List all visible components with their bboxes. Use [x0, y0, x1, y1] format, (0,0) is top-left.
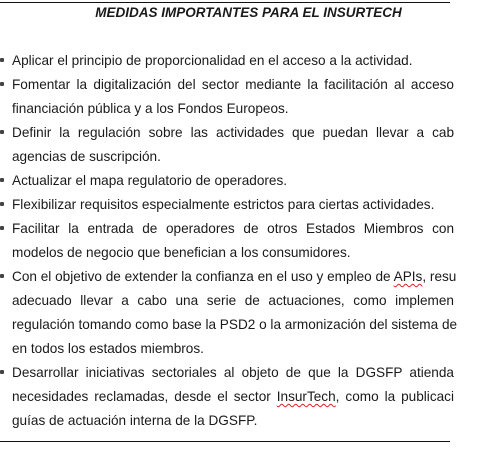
- list-item-text: Aplicar el principio de proporcionalidad en el acceso a la actividad.: [12, 53, 413, 68]
- list-item-text: Desarrollar iniciativas sectoriales al objeto de que la DGSFP atienda necesidades reclamadas, desde el sector InsurTech, como la publicaci guías de actuación interna de la DGSFP.: [12, 365, 454, 428]
- list-item: [0, 49, 450, 73]
- bullet-icon: [0, 226, 4, 230]
- bullet-icon: [0, 178, 4, 182]
- list-item-text: Actualizar el mapa regulatorio de operadores.: [12, 173, 288, 188]
- spellcheck-apis: APIs: [393, 269, 423, 284]
- spellcheck-insurtech: InsurTech: [276, 389, 336, 404]
- list-item-text: Con el objetivo de extender la confianza en el uso y empleo de APIs, resu adecuado llevar a cabo una serie de actuaciones, como implemen regulación tomando como base la PSD2 o la armonización del sistema de en todos los estados miembros.: [12, 269, 458, 356]
- list-item-text: Fomentar la digitalización del sector mediante la facilitación al acceso financiación pública y a los Fondos Europeos.: [12, 77, 454, 116]
- top-border-line: [0, 2, 450, 3]
- bullet-icon: [0, 274, 4, 278]
- list-item: [0, 73, 454, 121]
- document-title: MEDIDAS IMPORTANTES PARA EL INSURTECH: [95, 5, 402, 20]
- bullet-icon: [0, 130, 4, 134]
- list-item-text: Flexibilizar requisitos especialmente estrictos para ciertas actividades.: [12, 197, 435, 212]
- list-item: [0, 361, 454, 433]
- bullet-icon: [0, 202, 4, 206]
- list-item: [0, 169, 450, 193]
- bullet-icon: [0, 370, 4, 374]
- list-item: [0, 217, 454, 265]
- list-item-text: Facilitar la entrada de operadores de otros Estados Miembros con modelos de negocio que benefician a los consumidores.: [12, 221, 454, 260]
- bullet-icon: [0, 82, 4, 86]
- measures-list: [0, 49, 458, 433]
- list-item: [0, 121, 454, 169]
- bullet-icon: [0, 58, 4, 62]
- bottom-border-line: [0, 441, 450, 442]
- list-item-text: Definir la regulación sobre las actividades que puedan llevar a cab agencias de suscripción.: [12, 125, 454, 164]
- list-item: [0, 193, 450, 217]
- list-item: [0, 265, 458, 361]
